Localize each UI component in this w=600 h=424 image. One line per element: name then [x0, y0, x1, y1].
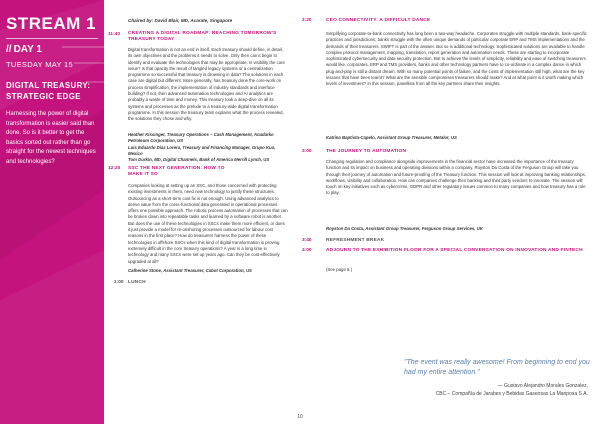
- session-speakers: Catherine Stone, Assistant Treasurer, Cabot Corporation, US: [128, 268, 252, 273]
- session-time: 2:20: [302, 18, 312, 23]
- session-title: REFRESHMENT BREAK: [326, 238, 385, 243]
- session-time: 1:00: [114, 280, 124, 285]
- session-body: Changing regulation and compliance alongside improvements in the financial sector have increased the importance of the treasury function and its impact on business and operating divisions within a company. Royston Da Costa of the Ferguson Group will take you through their journey of automation and future-proofing of the Treasury function. This session will look at improving banking relationships, workflows, visibility and collaboration. How can companies challenge their banking and third party vendors to innovate. The session will touch on key initiatives such as cybercrime, GDPR and other regulatory issues common to many companies and how treasury has a role to play.: [326, 159, 587, 196]
- session-title: CREATING A DIGITAL ROADMAP: REACHING TOMORROW'S TREASURY TODAY: [128, 31, 277, 43]
- chaired-by: Chaired by: David Blair, MD, Acarate, Singapore: [128, 18, 233, 23]
- testimonial-quote: "The event was really awesome! From beginning to end you had my entire attention.": [404, 359, 590, 376]
- date-label: TUESDAY MAY 15: [6, 60, 74, 69]
- section-title-line-1: DIGITAL TREASURY:: [6, 81, 91, 90]
- session-body: Simplifying corporate-to-bank connectivity has long been a two-way headache. Corporates struggle with multiple standards, bank-specific practices and jurisdictions; banks struggle with the often unique demands of particular corporate ERP and TMS implementations and the demands of their treasurers. SWIFT is part of the answer. But so is additional technology. Sophisticated solutions are available to handle complex protocol management, mapping, translation, report generation and automation needs. These are starting to incorporate sophisticated cybersecurity and data security protection. But to achieve the levels of simplicity, reliability and ease of switching treasurers would like, corporates, ERP and TMS providers, banks and other technology partners have to co-ordinate in a complex dance in which plug-and-play is still a distant dream. With so many potential points of failure, and the costs of implementation still high, what are the key lessons that have been learnt? What are the sensible compromises treasurers should make? And at what point is it worth making which levels of investment? In this session, panellists from all the key partners share their insights.: [326, 31, 587, 87]
- attribution-org: CBC – Compañía de Jarabes y Bebidas Gaseosas La Mariposa S.A.: [435, 391, 588, 397]
- session-body: Companies looking at setting up an SSC, and those concerned with protecting existing investments in them, need new technology to justify these structures. Outsourcing as a short-term cost fix is not enough. Using advanced analytics to derive value from the cross-functional data generated in operational processes offers one possible approach. The robotic process automation of processes that can be broken down into repeatable tasks and learned by a software robot is another. But does the use of these technologies in SSCs make them more efficient, or does it just provide a model for re-onshoring processes outsourced for labour cost reasons in the first place? How do treasurers harness the power of these technologies in offshore SSCs when this kind of digital transformation is proving extremely difficult in the core treasury operations? A year is a long time in technology and many SSCs were set up years ago. Can they be cost-effectively upgraded at all?: [128, 183, 288, 264]
- page-number: 10: [297, 414, 303, 420]
- session-title: THE JOURNEY TO AUTOMATION: [326, 149, 407, 154]
- session-time: 4:00: [302, 248, 312, 253]
- session-title: ADJOURN TO THE EXHIBITION FLOOR FOR A SPECIAL CONVERSATION ON INNOVATION AND FINTECH: [326, 248, 583, 253]
- sidebar-band: [0, 0, 104, 424]
- session-title: LUNCH: [128, 280, 146, 285]
- divider: [6, 38, 98, 39]
- stream-label: STREAM 1: [6, 14, 96, 33]
- session-speakers: Heather Kissinger, Treasury Operations – Cash Management, Anadarko Petroleum Corporation, US Luis Eduardo Diaz Lorera, Treasury and Financing Manager, Grupo Kuo, Mexico Tom Durkin, MD, Digital Channels, Bank of America Merrill Lynch, US: [128, 132, 276, 163]
- day-label: [6, 44, 42, 55]
- section-title: [6, 80, 90, 102]
- day-prefix: //: [6, 44, 12, 55]
- session-note: (See page 6.): [326, 267, 353, 272]
- session-time: 12:20: [108, 166, 121, 171]
- session-body: Digital transformation is not an end in itself. Each treasury should define, in detail, its own objectives and the problems it needs to solve. Only then can it begin to identify and evaluate the technologies that may be appropriate. Is visibility the core issue? Is that opacity the result of tangled legacy systems or a centralization programme so successful that treasury is drowning in data? The solutions in each case are digital but different. More generally, has treasury done the core-work on process simplification, the implementation of industry standards and interface building? If not, then advanced automation technologies and AI analytics are probably a waste of time and money. This treasury took a deep-dive on all its systems and processes as the prelude to a treasury-wide digital transformation programme. In this session the treasury team explains what the process revealed, the solutions they chose and why.: [128, 47, 285, 122]
- testimonial-attribution: [340, 382, 588, 398]
- section-title-line-2: STRATEGIC EDGE: [6, 92, 81, 101]
- session-time: 3:40: [302, 238, 312, 243]
- attribution-name: — Gustavo Alejandro Morales Gonzalez,: [497, 383, 588, 389]
- session-time: 3:00: [302, 149, 312, 154]
- session-title: SSC THE NEXT GENERATION: HOW TO MAKE IT SO: [128, 166, 225, 178]
- session-time: 11:40: [108, 32, 121, 37]
- session-speakers: Royston Da Costa, Assistant Group Treasurer, Ferguson Group Services, UK: [326, 226, 483, 231]
- session-title: CEO CONNECTIVITY: A DIFFICULT DANCE: [326, 18, 431, 23]
- section-blurb: Harnessing the power of digital transformation is easier said than done. So is it better to get the basics sorted out rather than go straight for the newest techniques and technologies?: [6, 111, 96, 165]
- session-speakers: Katrina Baptista-Capelo, Assistant Group Treasurer, Metalor, US: [326, 135, 457, 140]
- day-text: DAY 1: [13, 44, 42, 55]
